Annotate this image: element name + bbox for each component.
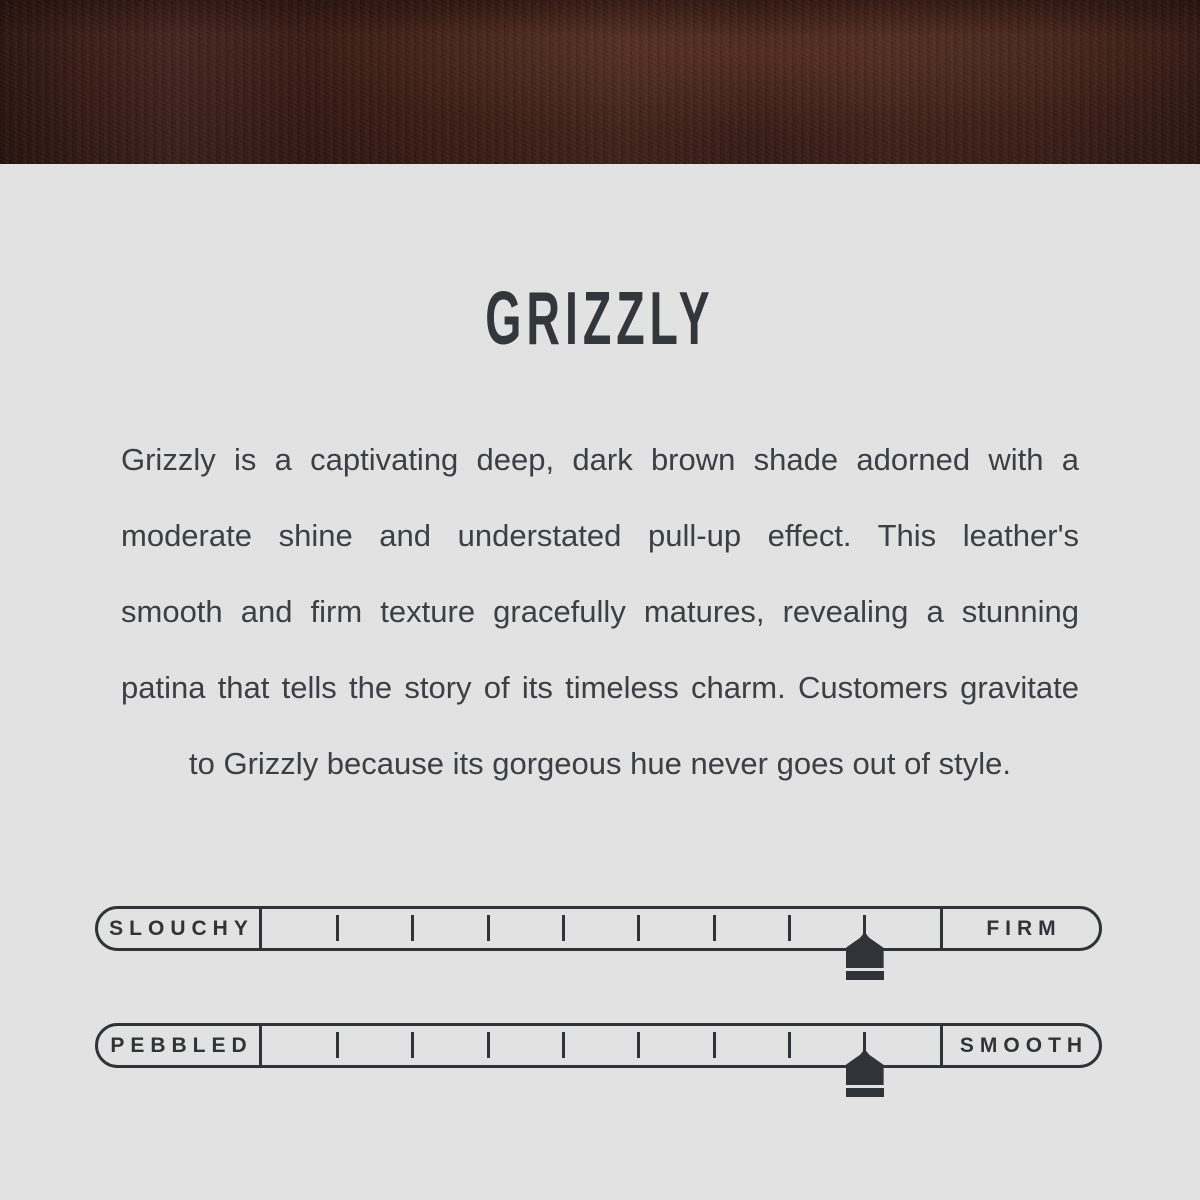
slider-tick [562, 915, 565, 941]
slider-tick [487, 1032, 490, 1058]
slider-left-label-text: PEBBLED [110, 1033, 253, 1057]
slider-left-label-text: SLOUCHY [109, 916, 254, 940]
slider-value-marker [846, 1049, 884, 1085]
slider-tick [336, 915, 339, 941]
page-title-text: GRIZZLY [485, 276, 715, 360]
slider-section-divider [940, 1026, 943, 1065]
description-line: patina that tells the story of its timeless charm. Customers gravitate [121, 670, 1079, 705]
slider-left-label [98, 1026, 259, 1065]
slider-tick [411, 1032, 414, 1058]
slider-right-label-text: SMOOTH [959, 1033, 1089, 1057]
slider-slouchy-firm [95, 906, 1102, 951]
description-line: Grizzly is a captivating deep, dark brown shade adorned with a [121, 442, 1079, 477]
leather-description [121, 422, 1079, 802]
slider-tick [713, 915, 716, 941]
slider-section-divider [259, 1026, 262, 1065]
slider-tick [637, 915, 640, 941]
slider-value-marker [846, 932, 884, 968]
description-line: moderate shine and understated pull-up effect. This leather's [121, 518, 1079, 553]
slider-tick [637, 1032, 640, 1058]
page-title [0, 276, 1200, 363]
slider-section-divider [259, 909, 262, 948]
slider-tick [336, 1032, 339, 1058]
description-line: to Grizzly because its gorgeous hue never goes out of style. [189, 746, 1011, 781]
slider-value-marker-base [846, 1088, 884, 1097]
slider-right-label [943, 909, 1099, 948]
slider-section-divider [940, 909, 943, 948]
slider-tick [713, 1032, 716, 1058]
slider-tick [788, 915, 791, 941]
slider-left-label [98, 909, 259, 948]
slider-tick [487, 915, 490, 941]
slider-tick [562, 1032, 565, 1058]
description-line: smooth and firm texture gracefully matures, revealing a stunning [121, 594, 1079, 629]
slider-tick [788, 1032, 791, 1058]
slider-pebbled-smooth [95, 1023, 1102, 1068]
slider-right-label [943, 1026, 1099, 1065]
slider-value-marker-base [846, 971, 884, 980]
slider-tick [411, 915, 414, 941]
leather-swatch-image [0, 0, 1200, 164]
slider-right-label-text: FIRM [986, 916, 1062, 940]
